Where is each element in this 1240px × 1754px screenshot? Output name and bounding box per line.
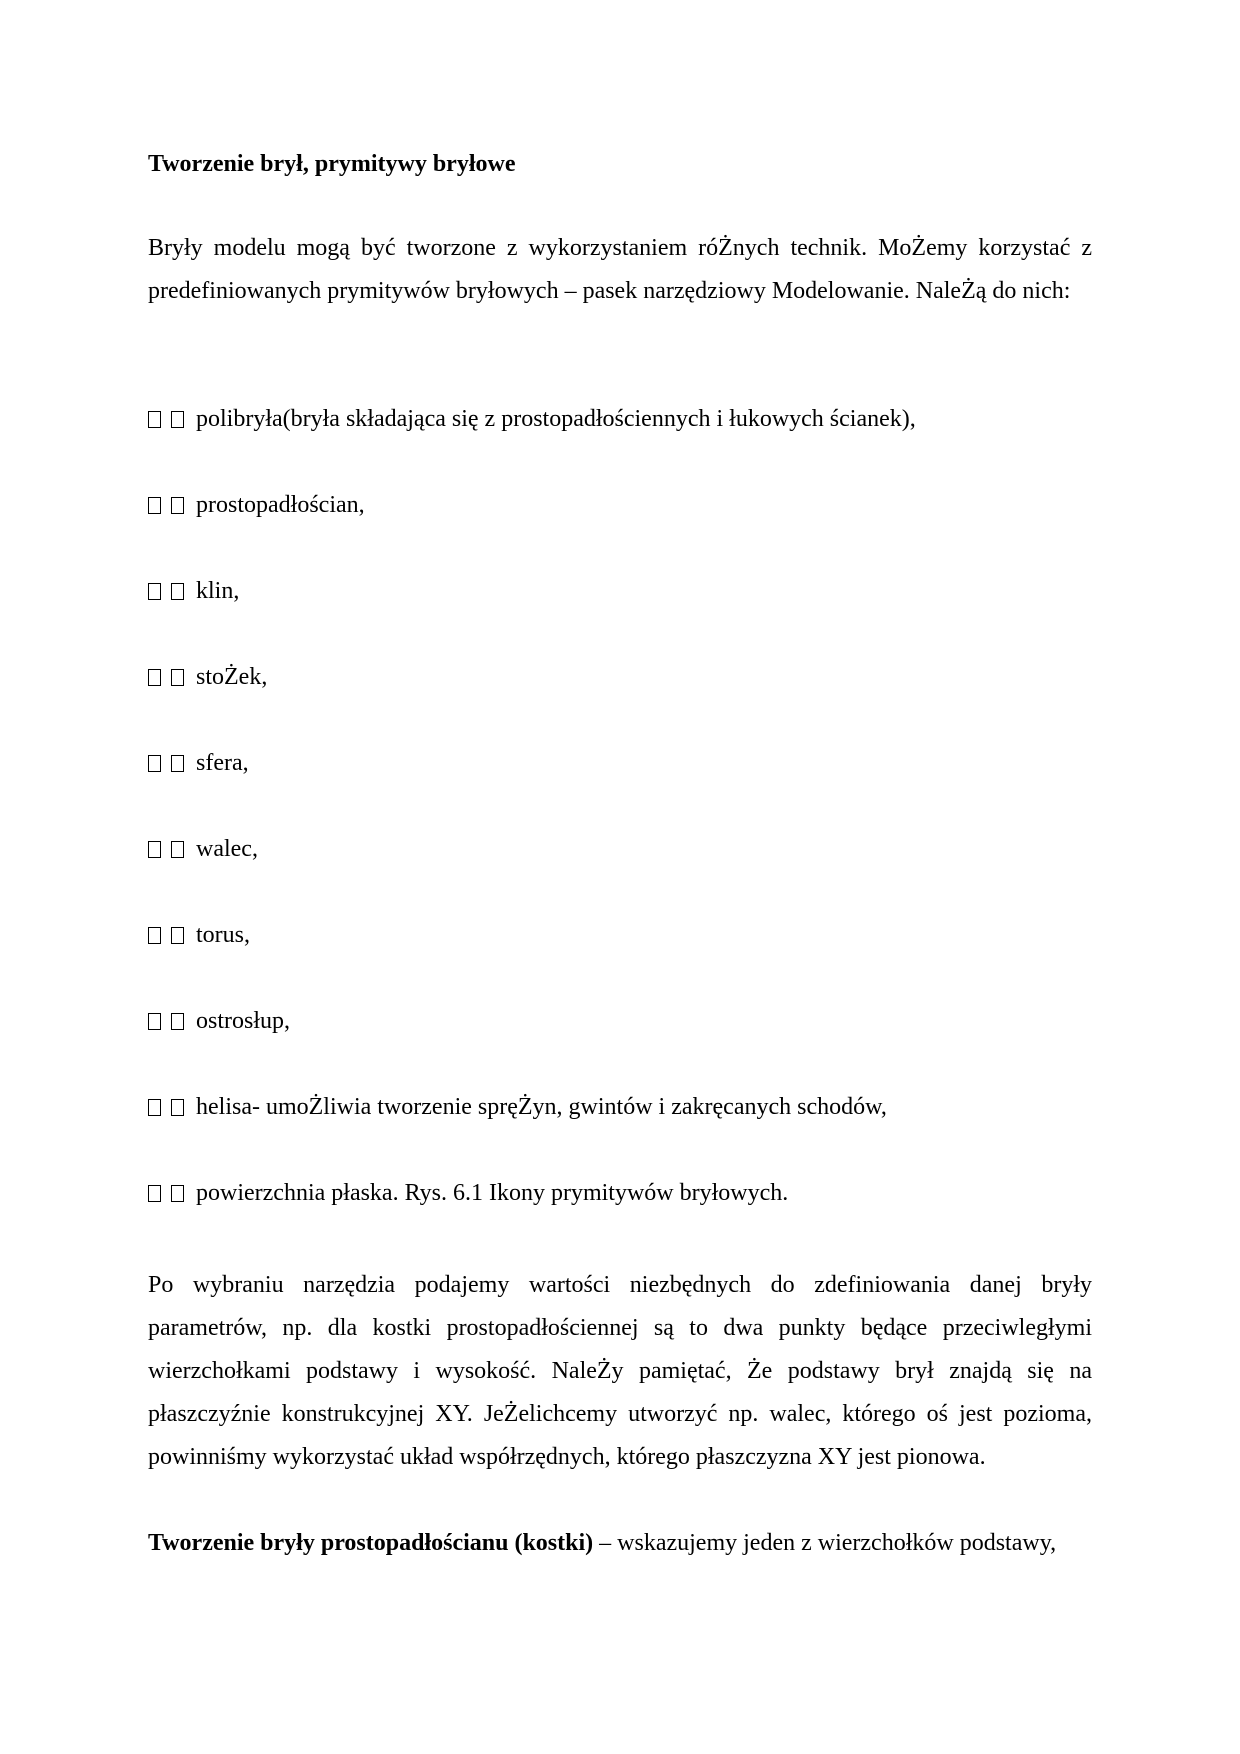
- list-item: [148, 1000, 1092, 1086]
- missing-glyph-box-icon: [171, 755, 184, 772]
- missing-glyph-box-icon: [171, 1013, 184, 1030]
- document-page: [148, 0, 1092, 1754]
- list-item: [148, 742, 1092, 828]
- list-item-text: polibryła(bryła składająca się z prostopadłościennych i łukowych ścianek),: [196, 406, 916, 432]
- primitives-list: [148, 398, 1092, 1258]
- intro-paragraph: Bryły modelu mogą być tworzone z wykorzystaniem róŻnych technik. MoŻemy korzystać z predefiniowanych prymitywów bryłowych – pasek narzędziowy Modelowanie. NaleŻą do nich:: [148, 235, 1092, 304]
- missing-glyph-box-icon: [171, 669, 184, 686]
- missing-glyph-box-icon: [148, 1099, 161, 1116]
- list-item: [148, 828, 1092, 914]
- missing-glyph-box-icon: [171, 583, 184, 600]
- missing-glyph-box-icon: [171, 411, 184, 428]
- body-paragraph: Po wybraniu narzędzia podajemy wartości niezbędnych do zdefiniowania danej bryły parametrów, np. dla kostki prostopadłościennej są to dwa punkty będące przeciwległymi wierzchołkami podstawy i wysokość. NaleŻy pamiętać, Że podstawy brył znajdą się na płaszczyźnie konstrukcyjnej XY. JeŻelichcemy utworzyć np. walec, którego oś jest pozioma, powinniśmy wykorzystać układ współrzędnych, którego płaszczyzna XY jest pionowa.: [148, 1272, 1092, 1470]
- missing-glyph-box-icon: [148, 755, 161, 772]
- list-item: [148, 398, 1092, 484]
- missing-glyph-box-icon: [171, 497, 184, 514]
- missing-glyph-box-icon: [148, 411, 161, 428]
- missing-glyph-box-icon: [148, 1185, 161, 1202]
- list-item-text: sfera,: [196, 750, 249, 776]
- missing-glyph-box-icon: [171, 1099, 184, 1116]
- list-item-text: ostrosłup,: [196, 1008, 291, 1034]
- missing-glyph-box-icon: [171, 927, 184, 944]
- list-item-text: walec,: [196, 836, 258, 862]
- list-item-text: torus,: [196, 922, 250, 948]
- missing-glyph-box-icon: [171, 841, 184, 858]
- last-paragraph-heading: Tworzenie bryły prostopadłościanu (kostki): [148, 1530, 594, 1556]
- missing-glyph-box-icon: [148, 841, 161, 858]
- list-item: [148, 656, 1092, 742]
- list-item: [148, 1172, 1092, 1258]
- list-item: [148, 570, 1092, 656]
- list-item-text: prostopadłościan,: [196, 492, 365, 518]
- list-item: [148, 914, 1092, 1000]
- missing-glyph-box-icon: [148, 497, 161, 514]
- missing-glyph-box-icon: [148, 927, 161, 944]
- list-item-text: helisa- umoŻliwia tworzenie spręŻyn, gwintów i zakręcanych schodów,: [196, 1094, 887, 1120]
- missing-glyph-box-icon: [148, 669, 161, 686]
- missing-glyph-box-icon: [171, 1185, 184, 1202]
- list-item: [148, 484, 1092, 570]
- list-item-text: klin,: [196, 578, 240, 604]
- document-title: Tworzenie brył, prymitywy bryłowe: [148, 151, 516, 177]
- list-item-text: stoŻek,: [196, 664, 268, 690]
- last-paragraph-text: – wskazujemy jeden z wierzchołków podstawy,: [593, 1530, 1057, 1556]
- last-paragraph: [148, 1522, 1092, 1565]
- missing-glyph-box-icon: [148, 1013, 161, 1030]
- missing-glyph-box-icon: [148, 583, 161, 600]
- list-item-text: powierzchnia płaska. Rys. 6.1 Ikony prymitywów bryłowych.: [196, 1180, 789, 1206]
- list-item: [148, 1086, 1092, 1172]
